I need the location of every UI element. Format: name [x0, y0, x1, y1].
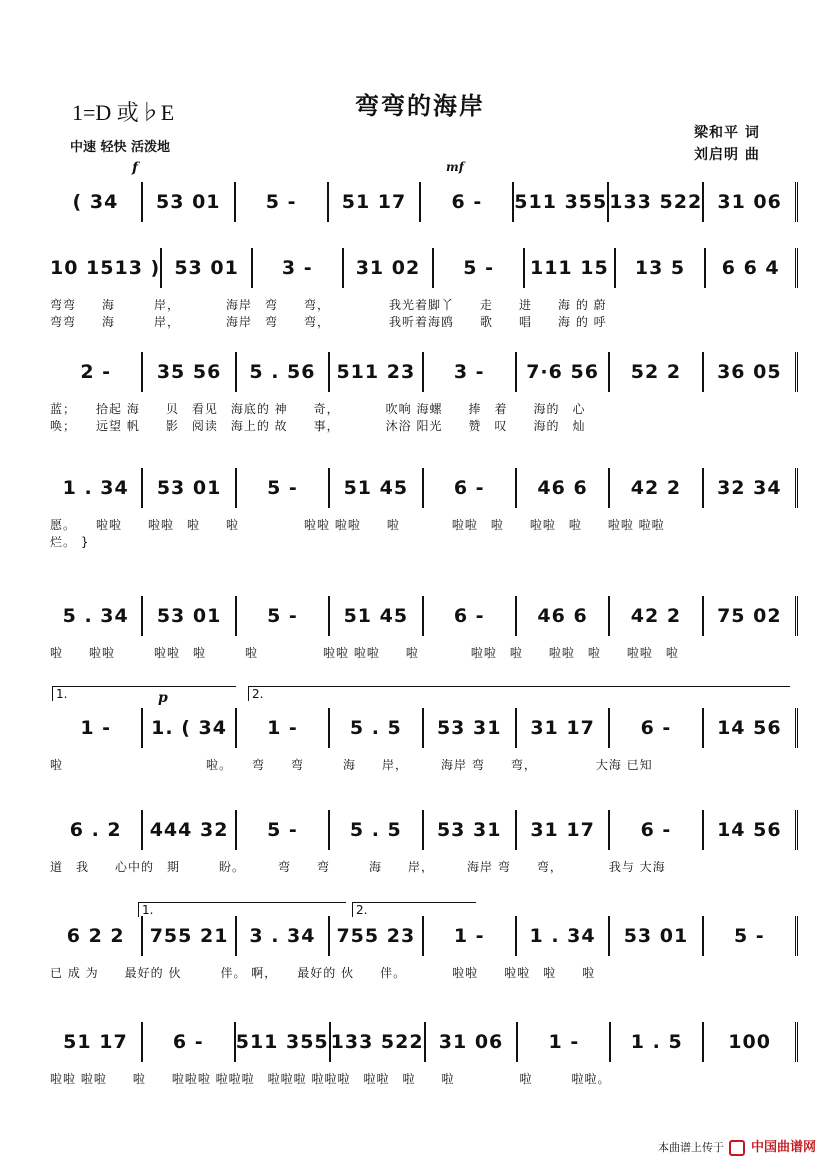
measure: 1 -	[50, 708, 143, 748]
measure: 1 -	[237, 708, 330, 748]
measure: 13 5	[616, 248, 707, 288]
notes-row	[50, 182, 798, 222]
footer-credit	[658, 1136, 816, 1156]
measure: 1. ( 34	[143, 708, 236, 748]
measure: 14 56	[704, 708, 798, 748]
measure: 6 . 2	[50, 810, 143, 850]
measure: 53 01	[610, 916, 703, 956]
measure: 755 23	[330, 916, 423, 956]
measure: 3 -	[424, 352, 517, 392]
measure: 53 01	[143, 468, 236, 508]
volta-first-ending-2: 1.	[138, 902, 346, 917]
dynamic-forte: f	[132, 160, 139, 176]
measure: 1 . 5	[611, 1022, 704, 1062]
composer-credit: 刘启明 曲	[694, 147, 760, 163]
volta-first-ending: 1.	[52, 686, 236, 701]
measure: 36 05	[704, 352, 798, 392]
notes-row	[50, 810, 798, 850]
lyric-line: 道 我 心中的 期 盼。 弯 弯 海 岸， 海岸 弯 弯， 我与 大海	[50, 860, 666, 874]
lyricist-credit: 梁和平 词	[694, 125, 760, 141]
measure: 6 -	[610, 810, 703, 850]
measure: 46 6	[517, 596, 610, 636]
measure: 14 56	[704, 810, 798, 850]
measure: 42 2	[610, 468, 703, 508]
lyric-line: 愿。 啦啦 啦啦 啦 啦 啦啦 啦啦 啦 啦啦 啦 啦啦 啦 啦啦 啦啦	[50, 518, 665, 532]
measure: 31 17	[517, 810, 610, 850]
measure: 51 45	[330, 468, 423, 508]
measure: 31 02	[344, 248, 435, 288]
measure: 5 . 56	[237, 352, 330, 392]
measure: 51 17	[329, 182, 422, 222]
measure: 1 . 34	[517, 916, 610, 956]
measure: 5 -	[237, 468, 330, 508]
lyric-line: 蓝； 拾起 海 贝 看见 海底的 神 奇， 吹响 海螺 捧 着 海的 心	[50, 402, 586, 416]
measure: 6 -	[610, 708, 703, 748]
measure: 755 21	[143, 916, 236, 956]
measure: 3 -	[253, 248, 344, 288]
footer-brand[interactable]: 中国曲谱网	[750, 1140, 816, 1155]
measure: 5 -	[434, 248, 525, 288]
measure: 100	[704, 1022, 798, 1062]
lyric-line: 啦啦 啦啦 啦 啦啦啦 啦啦啦 啦啦啦 啦啦啦 啦啦 啦 啦 啦 啦啦。	[50, 1072, 611, 1086]
measure: 31 06	[426, 1022, 519, 1062]
measure: 51 17	[50, 1022, 143, 1062]
notes-row	[50, 352, 798, 392]
measure: 444 32	[143, 810, 236, 850]
measure: 31 06	[704, 182, 798, 222]
measure: 511 23	[330, 352, 423, 392]
measure: 31 17	[517, 708, 610, 748]
measure: 6 6 4	[706, 248, 798, 288]
measure: 133 522	[331, 1022, 426, 1062]
lyric-line: 烂。 }	[50, 535, 90, 549]
volta-second-ending-2: 2.	[352, 902, 476, 917]
volta-second-ending: 2.	[248, 686, 790, 701]
key-signature: 1=D 或♭E	[72, 100, 175, 125]
measure: 133 522	[609, 182, 704, 222]
measure: 32 34	[704, 468, 798, 508]
measure: 3 . 34	[237, 916, 330, 956]
measure: 6 -	[424, 468, 517, 508]
footer-prefix: 本曲谱上传于	[657, 1141, 724, 1154]
measure: 7·6 56	[517, 352, 610, 392]
lyric-line: 弯弯 海 岸， 海岸 弯 弯， 我光着脚丫 走 进 海 的 蔚	[50, 298, 607, 312]
measure: ( 34	[50, 182, 143, 222]
measure: 5 -	[237, 810, 330, 850]
dynamic-mezzo-forte: mf	[446, 160, 464, 174]
measure: 111 15	[525, 248, 616, 288]
measure: 52 2	[610, 352, 703, 392]
measure: 5 -	[704, 916, 798, 956]
measure: 511 355	[236, 1022, 331, 1062]
tempo-marking: 中速 轻快 活泼地	[70, 140, 171, 155]
measure: 5 -	[237, 596, 330, 636]
measure: 53 31	[424, 708, 517, 748]
measure: 46 6	[517, 468, 610, 508]
measure: 5 . 5	[330, 810, 423, 850]
measure: 10 1513 )	[50, 248, 162, 288]
notes-row	[50, 468, 798, 508]
measure: 53 01	[143, 596, 236, 636]
lyric-line: 唤； 远望 帆 影 阅读 海上的 故 事， 沐浴 阳光 赞 叹 海的 灿	[50, 419, 586, 433]
measure: 5 . 34	[50, 596, 143, 636]
measure: 51 45	[330, 596, 423, 636]
measure: 6 -	[424, 596, 517, 636]
measure: 42 2	[610, 596, 703, 636]
notes-row	[50, 708, 798, 748]
measure: 1 -	[518, 1022, 611, 1062]
measure: 6 2 2	[50, 916, 143, 956]
lyric-line: 弯弯 海 岸， 海岸 弯 弯， 我听着海鸥 歌 唱 海 的 呼	[50, 315, 607, 329]
song-title: 弯弯的海岸	[355, 92, 485, 120]
site-logo-icon	[729, 1140, 745, 1156]
measure: 2 -	[50, 352, 143, 392]
measure: 53 31	[424, 810, 517, 850]
measure: 6 -	[421, 182, 514, 222]
measure: 75 02	[704, 596, 798, 636]
measure: 1 . 34	[50, 468, 143, 508]
lyric-line: 已 成 为 最好的 伙 伴。 啊， 最好的 伙 伴。 啦啦 啦啦 啦 啦	[50, 966, 596, 980]
notes-row	[50, 916, 798, 956]
notes-row	[50, 596, 798, 636]
lyric-line: 啦 啦啦 啦啦 啦 啦 啦啦 啦啦 啦 啦啦 啦 啦啦 啦 啦啦 啦	[50, 646, 679, 660]
measure: 53 01	[162, 248, 253, 288]
notes-row	[50, 1022, 798, 1062]
measure: 6 -	[143, 1022, 236, 1062]
measure: 5 -	[236, 182, 329, 222]
measure: 1 -	[424, 916, 517, 956]
measure: 5 . 5	[330, 708, 423, 748]
measure: 511 355	[514, 182, 609, 222]
dynamic-piano: p	[158, 690, 168, 706]
measure: 53 01	[143, 182, 236, 222]
lyric-line: 啦 啦。 弯 弯 海 岸， 海岸 弯 弯， 大海 已知	[50, 758, 653, 772]
notes-row	[50, 248, 798, 288]
measure: 35 56	[143, 352, 236, 392]
